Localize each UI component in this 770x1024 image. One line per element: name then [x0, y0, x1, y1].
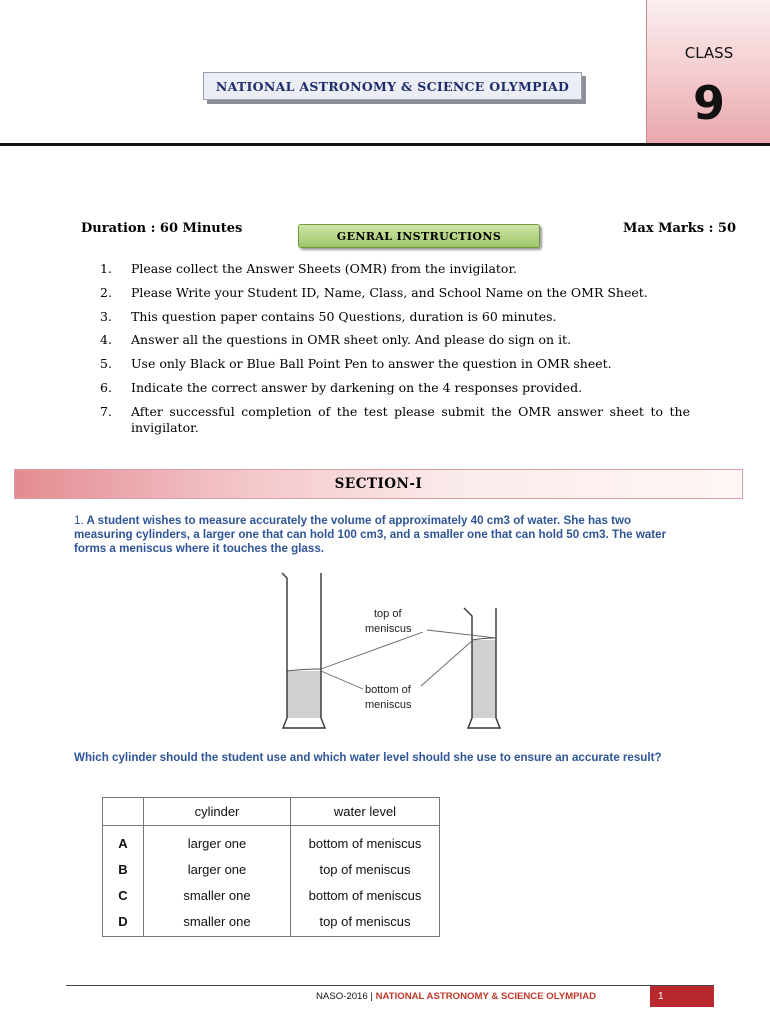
section-heading: SECTION-I: [14, 469, 743, 499]
table-row: [103, 826, 440, 857]
table-row: [103, 882, 440, 908]
instruction-item: [100, 404, 690, 436]
option-cylinder: larger one: [144, 826, 291, 857]
table-row: [103, 908, 440, 937]
instruction-number: 3.: [100, 308, 112, 324]
option-water-level: bottom of meniscus: [291, 882, 440, 908]
instruction-item: [100, 332, 690, 348]
footer-brand: NATIONAL ASTRONOMY & SCIENCE OLYMPIAD: [375, 991, 597, 1002]
class-label: CLASS: [684, 44, 734, 62]
answer-options-table: [102, 797, 440, 937]
option-letter: B: [103, 856, 144, 882]
instruction-item: [100, 285, 690, 301]
duration-text: Duration : 60 Minutes: [81, 221, 243, 236]
instructions-heading: GENRAL INSTRUCTIONS: [298, 224, 540, 248]
option-water-level: bottom of meniscus: [291, 826, 440, 857]
max-marks-text: Max Marks : 50: [623, 221, 737, 236]
footer-code: NASO-2016 |: [316, 991, 376, 1002]
instructions-list: [100, 261, 690, 444]
instruction-number: 2.: [100, 284, 112, 300]
question-prompt: Which cylinder should the student use and which water level should she use to ensure an accurate result?: [74, 751, 662, 764]
class-badge: [646, 0, 770, 144]
footer-text: [316, 991, 596, 1002]
instruction-text: Please Write your Student ID, Name, Class, and School Name on the OMR Sheet.: [131, 284, 648, 300]
exam-title: NATIONAL ASTRONOMY & SCIENCE OLYMPIAD: [203, 72, 582, 100]
instruction-text: Use only Black or Blue Ball Point Pen to answer the question in OMR sheet.: [131, 356, 612, 372]
instruction-text: This question paper contains 50 Questions, duration is 60 minutes.: [131, 308, 557, 324]
option-cylinder: smaller one: [144, 882, 291, 908]
option-letter: D: [103, 908, 144, 937]
measuring-cylinders-diagram: [275, 568, 515, 733]
table-header-row: [103, 798, 440, 826]
question-number: 1.: [74, 514, 84, 527]
instruction-item: [100, 356, 690, 372]
instruction-number: 4.: [100, 332, 112, 348]
table-header-cell: [103, 798, 144, 826]
label-top-of-meniscus: top of: [374, 608, 402, 620]
footer-divider: [66, 985, 714, 986]
larger-cylinder-drawing: [282, 573, 325, 728]
option-cylinder: larger one: [144, 856, 291, 882]
instruction-text: After successful completion of the test please submit the OMR answer sheet to the invigilator.: [131, 403, 690, 435]
instruction-item: [100, 380, 690, 396]
instruction-text: Please collect the Answer Sheets (OMR) from the invigilator.: [131, 261, 518, 276]
table-row: [103, 856, 440, 882]
leader-line-top: [321, 632, 423, 669]
label-bottom-of-meniscus: bottom of: [365, 684, 411, 696]
table-header-cell: cylinder: [144, 798, 291, 826]
instruction-text: Answer all the questions in OMR sheet only. And please do sign on it.: [131, 332, 572, 348]
option-cylinder: smaller one: [144, 908, 291, 937]
page-number: 1: [658, 991, 664, 1002]
instruction-number: 1.: [100, 261, 112, 276]
instruction-number: 6.: [100, 379, 112, 395]
leader-line-bottom: [321, 671, 363, 689]
class-number: 9: [692, 76, 725, 130]
option-water-level: top of meniscus: [291, 908, 440, 937]
question-text: [74, 514, 684, 557]
instruction-item: [100, 261, 690, 277]
instruction-item: [100, 309, 690, 325]
instruction-number: 7.: [100, 403, 112, 419]
question-body: A student wishes to measure accurately the volume of approximately 40 cm3 of water. She has two measuring cylinders, a larger one that can hold 100 cm3, and a smaller one that can hold 50 cm3. The water forms a meniscus where it touches the glass.: [74, 514, 667, 556]
leader-line-top: [427, 630, 496, 638]
instruction-text: Indicate the correct answer by darkening on the 4 responses provided.: [131, 379, 583, 395]
page-number-badge: [650, 986, 714, 1007]
option-water-level: top of meniscus: [291, 856, 440, 882]
label-top-of-meniscus: meniscus: [365, 623, 412, 635]
label-bottom-of-meniscus: meniscus: [365, 699, 412, 711]
smaller-cylinder-drawing: [464, 608, 500, 728]
option-letter: C: [103, 882, 144, 908]
option-letter: A: [103, 826, 144, 857]
instruction-number: 5.: [100, 356, 112, 372]
table-header-cell: water level: [291, 798, 440, 826]
leader-line-bottom: [421, 640, 473, 686]
header-divider: [0, 143, 770, 146]
